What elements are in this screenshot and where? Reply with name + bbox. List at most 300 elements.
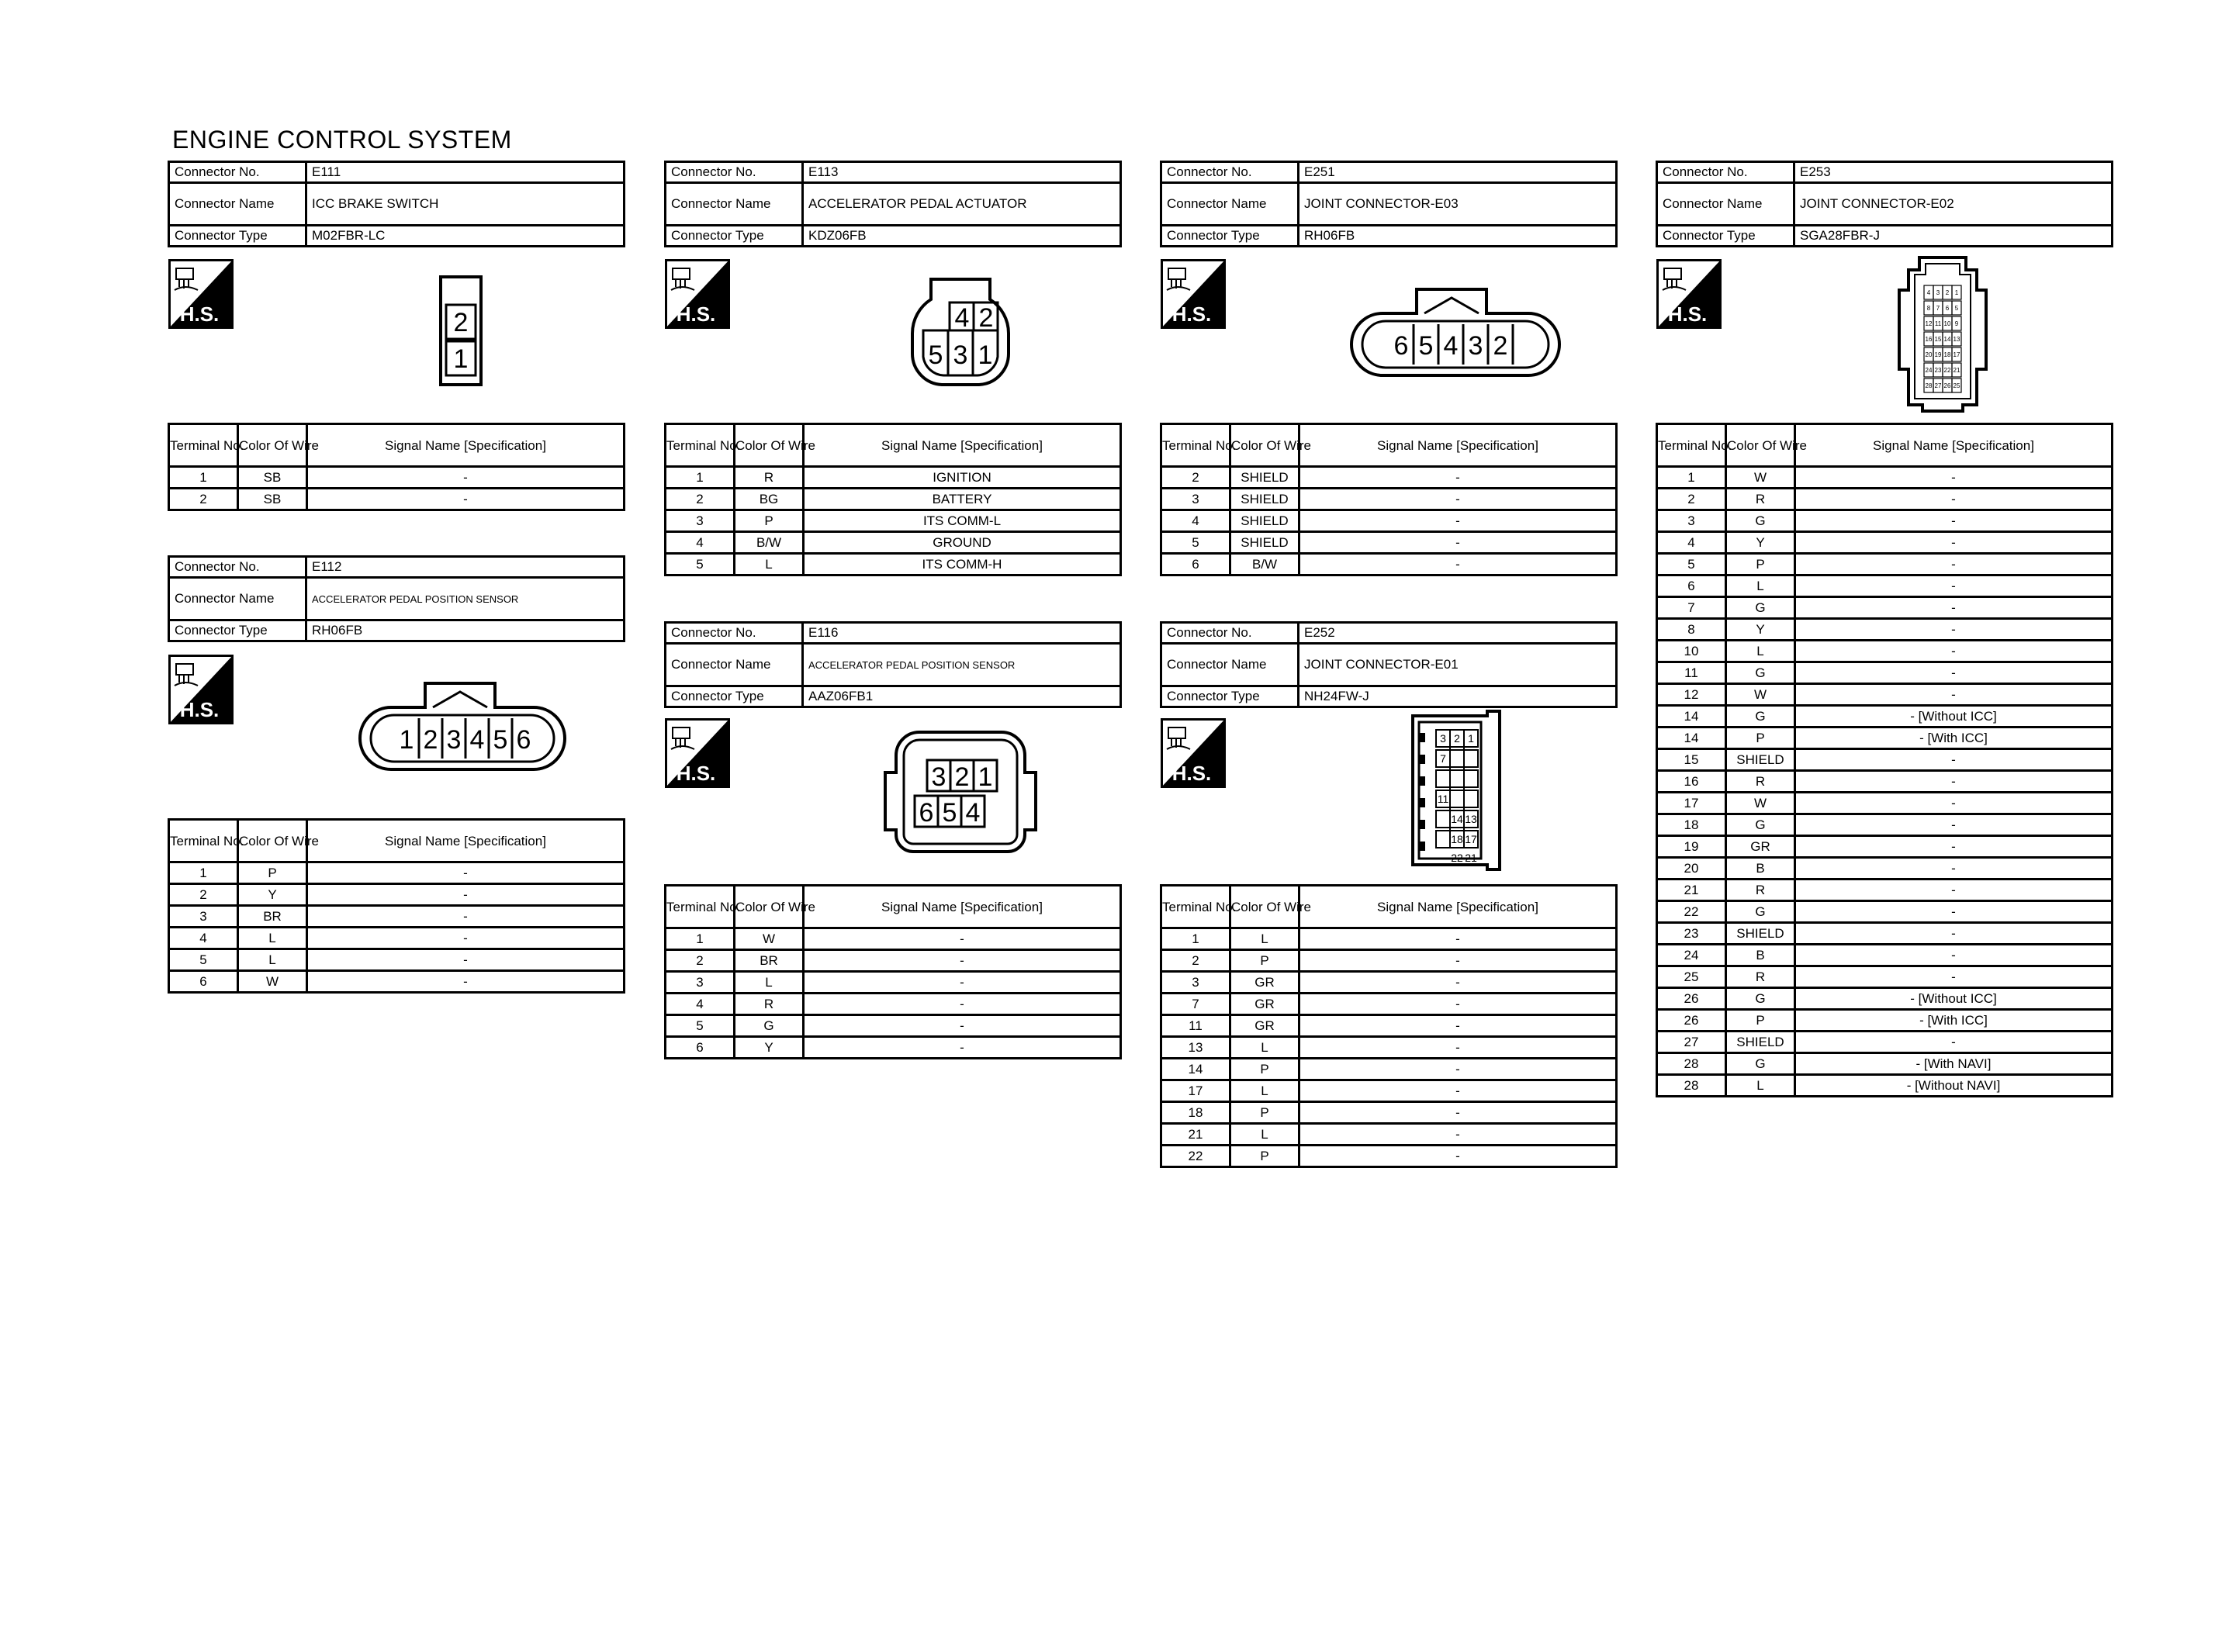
- pin-label: 11: [1934, 320, 1942, 327]
- table-row: [169, 489, 625, 510]
- terminal-no-cell: 2: [1161, 950, 1230, 972]
- table-row: [666, 1015, 1121, 1037]
- wire-color-cell: P: [1726, 728, 1795, 749]
- terminal-no-cell: 22: [1161, 1146, 1230, 1167]
- table-row: [1657, 1053, 2113, 1075]
- signal-name-cell: -: [1299, 1015, 1617, 1037]
- terminal-table-e253: [1656, 423, 2113, 1097]
- terminal-no-cell: 10: [1657, 641, 1726, 662]
- signal-name-cell: -: [1795, 554, 2113, 575]
- terminal-no-cell: 5: [1657, 554, 1726, 575]
- connector-no-label: Connector No.: [1161, 623, 1299, 644]
- pin-label: 1: [453, 344, 469, 374]
- terminal-no-cell: 2: [666, 489, 735, 510]
- terminal-no-cell: 4: [1161, 510, 1230, 532]
- connector-type-label: Connector Type: [666, 686, 803, 707]
- harness-side-icon: [1161, 259, 1226, 329]
- pin-label: 7: [1440, 752, 1446, 765]
- terminal-no-cell: 20: [1657, 858, 1726, 880]
- connector-type-value: SGA28FBR-J: [1794, 226, 2113, 247]
- table-row: [1657, 619, 2113, 641]
- harness-side-icon: [1656, 259, 1722, 329]
- pin-label: 9: [1954, 320, 1959, 327]
- pin-label: 14: [1451, 813, 1463, 825]
- signal-name-cell: -: [1299, 1124, 1617, 1146]
- wire-color-cell: B: [1726, 858, 1795, 880]
- table-row: [1657, 793, 2113, 814]
- signal-name-cell: -: [804, 928, 1121, 950]
- table-row: [666, 1037, 1121, 1059]
- table-row: [1657, 1075, 2113, 1097]
- connector-no-value: E113: [803, 162, 1121, 183]
- pin-label: 3: [931, 762, 946, 792]
- connector-no-label: Connector No.: [1161, 162, 1299, 183]
- terminal-no-cell: 24: [1657, 945, 1726, 966]
- connector-name-value: ACCELERATOR PEDAL POSITION SENSOR: [803, 644, 1121, 686]
- wire-color-cell: R: [735, 467, 804, 489]
- table-row: [169, 971, 625, 993]
- signal-name-cell: - [Without ICC]: [1795, 706, 2113, 728]
- pin-label: 13: [1953, 336, 1960, 343]
- connector-type-label: Connector Type: [169, 620, 306, 641]
- table-row: [169, 467, 625, 489]
- terminal-no-cell: 26: [1657, 988, 1726, 1010]
- signal-name-cell: -: [1299, 532, 1617, 554]
- connector-face-e116: [881, 729, 1040, 855]
- pin-label: 3: [1468, 331, 1483, 361]
- terminal-table-e251: [1160, 423, 1618, 576]
- pin-label: 18: [1451, 833, 1463, 845]
- connector-name-label: Connector Name: [1161, 644, 1299, 686]
- color-of-wire-header: Color Of Wire: [238, 820, 307, 862]
- wire-color-cell: L: [1726, 641, 1795, 662]
- terminal-no-cell: 8: [1657, 619, 1726, 641]
- signal-name-cell: -: [1795, 641, 2113, 662]
- terminal-no-cell: 23: [1657, 923, 1726, 945]
- signal-name-cell: -: [1795, 836, 2113, 858]
- table-row: [1657, 1032, 2113, 1053]
- terminal-no-cell: 16: [1657, 771, 1726, 793]
- pin-label: 19: [1934, 351, 1942, 358]
- table-row: [1161, 972, 1617, 994]
- signal-name-cell: -: [307, 906, 625, 928]
- table-row: [169, 949, 625, 971]
- terminal-no-cell: 21: [1657, 880, 1726, 901]
- signal-name-cell: -: [1795, 619, 2113, 641]
- table-row: [666, 510, 1121, 532]
- connector-header-e116: [664, 621, 1122, 708]
- terminal-no-cell: 25: [1657, 966, 1726, 988]
- color-of-wire-header: Color Of Wire: [238, 424, 307, 467]
- signal-name-cell: -: [1795, 945, 2113, 966]
- terminal-no-cell: 19: [1657, 836, 1726, 858]
- connector-face-e111: [439, 275, 484, 388]
- harness-side-label: H.S.: [676, 302, 716, 326]
- wire-color-cell: R: [1726, 880, 1795, 901]
- signal-name-cell: -: [804, 972, 1121, 994]
- signal-name-cell: GROUND: [804, 532, 1121, 554]
- wire-color-cell: G: [1726, 510, 1795, 532]
- table-row: [666, 554, 1121, 575]
- terminal-no-header: Terminal No.: [169, 820, 238, 862]
- wire-color-cell: P: [238, 862, 307, 884]
- pin-label: 1: [399, 725, 414, 755]
- signal-name-cell: -: [1299, 950, 1617, 972]
- wire-color-cell: SHIELD: [1230, 489, 1299, 510]
- pin-label: 3: [446, 725, 462, 755]
- terminal-no-cell: 4: [666, 994, 735, 1015]
- connector-no-label: Connector No.: [666, 623, 803, 644]
- pin-label: 27: [1934, 382, 1942, 389]
- table-row: [1657, 510, 2113, 532]
- signal-name-header: Signal Name [Specification]: [1299, 424, 1617, 467]
- table-row: [1657, 771, 2113, 793]
- wire-color-cell: Y: [1726, 532, 1795, 554]
- signal-name-cell: -: [804, 994, 1121, 1015]
- table-row: [1161, 994, 1617, 1015]
- connector-face-e252: [1410, 710, 1503, 871]
- pin-label: 2: [1454, 732, 1460, 745]
- connector-type-value: M02FBR-LC: [306, 226, 625, 247]
- terminal-no-header: Terminal No.: [666, 886, 735, 928]
- signal-name-cell: -: [804, 1015, 1121, 1037]
- terminal-no-cell: 14: [1161, 1059, 1230, 1080]
- pin-label: 3: [1936, 289, 1940, 296]
- connector-header-e253: [1656, 161, 2113, 247]
- wire-color-cell: B/W: [735, 532, 804, 554]
- terminal-no-cell: 2: [169, 489, 238, 510]
- wire-color-cell: W: [1726, 793, 1795, 814]
- terminal-no-cell: 5: [666, 554, 735, 575]
- table-row: [1657, 489, 2113, 510]
- terminal-no-cell: 5: [1161, 532, 1230, 554]
- terminal-no-cell: 4: [169, 928, 238, 949]
- signal-name-cell: -: [1299, 928, 1617, 950]
- wire-color-cell: L: [238, 949, 307, 971]
- pin-label: 6: [1945, 305, 1950, 312]
- pin-label: 13: [1465, 813, 1477, 825]
- terminal-no-cell: 7: [1657, 597, 1726, 619]
- pin-label: 6: [919, 798, 934, 828]
- wire-color-cell: SHIELD: [1230, 510, 1299, 532]
- signal-name-cell: -: [307, 971, 625, 993]
- color-of-wire-header: Color Of Wire: [1230, 886, 1299, 928]
- terminal-no-header: Terminal No.: [1161, 886, 1230, 928]
- pin-label: 6: [1393, 331, 1409, 361]
- wire-color-cell: GR: [1726, 836, 1795, 858]
- table-row: [1657, 836, 2113, 858]
- signal-name-cell: - [With ICC]: [1795, 1010, 2113, 1032]
- signal-name-header: Signal Name [Specification]: [307, 820, 625, 862]
- table-row: [169, 884, 625, 906]
- color-of-wire-header: Color Of Wire: [1726, 424, 1795, 467]
- wire-color-cell: L: [1230, 1037, 1299, 1059]
- signal-name-cell: -: [1299, 510, 1617, 532]
- signal-name-header: Signal Name [Specification]: [804, 886, 1121, 928]
- connector-no-value: E111: [306, 162, 625, 183]
- table-row: [666, 489, 1121, 510]
- table-row: [666, 994, 1121, 1015]
- table-row: [1657, 706, 2113, 728]
- table-row: [1657, 749, 2113, 771]
- signal-name-cell: -: [1795, 489, 2113, 510]
- connector-no-label: Connector No.: [169, 557, 306, 578]
- wire-color-cell: L: [238, 928, 307, 949]
- signal-name-cell: -: [1299, 994, 1617, 1015]
- signal-name-cell: -: [1299, 1146, 1617, 1167]
- signal-name-header: Signal Name [Specification]: [804, 424, 1121, 467]
- connector-no-value: E251: [1299, 162, 1617, 183]
- signal-name-cell: -: [1795, 662, 2113, 684]
- table-row: [1657, 728, 2113, 749]
- terminal-no-cell: 5: [169, 949, 238, 971]
- terminal-no-cell: 26: [1657, 1010, 1726, 1032]
- terminal-table-e252: [1160, 884, 1618, 1168]
- pin-label: 22: [1943, 367, 1951, 374]
- terminal-no-cell: 3: [1161, 972, 1230, 994]
- wire-color-cell: G: [1726, 662, 1795, 684]
- terminal-no-cell: 2: [169, 884, 238, 906]
- connector-no-value: E253: [1794, 162, 2113, 183]
- pin-label: 11: [1437, 793, 1449, 805]
- pin-label: 22: [1451, 852, 1463, 864]
- connector-no-label: Connector No.: [666, 162, 803, 183]
- table-row: [666, 950, 1121, 972]
- wire-color-cell: GR: [1230, 972, 1299, 994]
- connector-face-e251: [1362, 285, 1549, 380]
- terminal-no-cell: 14: [1657, 706, 1726, 728]
- connector-header-e252: [1160, 621, 1618, 708]
- signal-name-cell: - [With ICC]: [1795, 728, 2113, 749]
- wire-color-cell: R: [1726, 489, 1795, 510]
- signal-name-cell: -: [1299, 1037, 1617, 1059]
- pin-label: 2: [954, 762, 970, 792]
- signal-name-cell: -: [1299, 1059, 1617, 1080]
- pin-label: 17: [1465, 833, 1477, 845]
- signal-name-header: Signal Name [Specification]: [307, 424, 625, 467]
- table-row: [1657, 814, 2113, 836]
- terminal-no-header: Terminal No.: [1161, 424, 1230, 467]
- pin-label: 24: [1925, 367, 1933, 374]
- wire-color-cell: BR: [238, 906, 307, 928]
- pin-label: 5: [493, 725, 508, 755]
- e253-pin-grid: [1924, 285, 1961, 392]
- harness-side-label: H.S.: [1667, 302, 1708, 326]
- terminal-no-cell: 18: [1161, 1102, 1230, 1124]
- signal-name-cell: -: [1795, 749, 2113, 771]
- pin-label: 3: [1440, 732, 1446, 745]
- page-title: ENGINE CONTROL SYSTEM: [172, 126, 512, 154]
- wire-color-cell: SHIELD: [1726, 923, 1795, 945]
- table-row: [1161, 1124, 1617, 1146]
- harness-side-icon: [665, 259, 730, 329]
- connector-face-e112: [371, 679, 554, 774]
- connector-type-value: RH06FB: [1299, 226, 1617, 247]
- pin-label: 17: [1953, 351, 1960, 358]
- pin-label: 26: [1943, 382, 1951, 389]
- wire-color-cell: GR: [1230, 1015, 1299, 1037]
- wire-color-cell: BR: [735, 950, 804, 972]
- connector-type-label: Connector Type: [1161, 226, 1299, 247]
- signal-name-cell: -: [1795, 597, 2113, 619]
- table-row: [169, 906, 625, 928]
- signal-name-cell: ITS COMM-L: [804, 510, 1121, 532]
- table-row: [1161, 532, 1617, 554]
- pin-label: 1: [1954, 289, 1959, 296]
- wire-color-cell: GR: [1230, 994, 1299, 1015]
- pin-label: 18: [1943, 351, 1951, 358]
- table-row: [1161, 510, 1617, 532]
- table-row: [1161, 1037, 1617, 1059]
- signal-name-cell: -: [1795, 575, 2113, 597]
- terminal-no-cell: 15: [1657, 749, 1726, 771]
- wire-color-cell: P: [1726, 554, 1795, 575]
- wire-color-cell: L: [1726, 1075, 1795, 1097]
- signal-name-cell: -: [307, 884, 625, 906]
- terminal-table-e111: [168, 423, 625, 511]
- table-row: [1161, 1059, 1617, 1080]
- signal-name-cell: -: [1795, 901, 2113, 923]
- connector-name-value: JOINT CONNECTOR-E01: [1299, 644, 1617, 686]
- terminal-no-cell: 5: [666, 1015, 735, 1037]
- pin-label: 4: [954, 303, 970, 333]
- signal-name-cell: -: [1795, 532, 2113, 554]
- pin-label: 16: [1925, 336, 1933, 343]
- terminal-no-cell: 1: [1657, 467, 1726, 489]
- table-row: [1161, 1080, 1617, 1102]
- signal-name-cell: -: [307, 489, 625, 510]
- harness-side-label: H.S.: [179, 698, 220, 721]
- pin-label: 2: [978, 303, 994, 333]
- signal-name-cell: ITS COMM-H: [804, 554, 1121, 575]
- connector-no-value: E252: [1299, 623, 1617, 644]
- wire-color-cell: L: [735, 554, 804, 575]
- signal-name-cell: -: [307, 467, 625, 489]
- wire-color-cell: SHIELD: [1230, 467, 1299, 489]
- terminal-no-cell: 17: [1161, 1080, 1230, 1102]
- table-row: [1657, 945, 2113, 966]
- terminal-table-e116: [664, 884, 1122, 1059]
- wire-color-cell: G: [1726, 706, 1795, 728]
- wire-color-cell: G: [1726, 988, 1795, 1010]
- signal-name-header: Signal Name [Specification]: [1299, 886, 1617, 928]
- terminal-table-e113: [664, 423, 1122, 576]
- connector-face-e253: [1896, 253, 1989, 413]
- wire-color-cell: P: [1230, 950, 1299, 972]
- pin-label: 5: [1418, 331, 1434, 361]
- terminal-no-cell: 12: [1657, 684, 1726, 706]
- connector-type-value: AAZ06FB1: [803, 686, 1121, 707]
- pin-label: 5: [942, 798, 957, 828]
- terminal-no-cell: 2: [1657, 489, 1726, 510]
- terminal-no-header: Terminal No.: [1657, 424, 1726, 467]
- wire-color-cell: P: [1726, 1010, 1795, 1032]
- terminal-no-cell: 14: [1657, 728, 1726, 749]
- table-row: [1657, 966, 2113, 988]
- terminal-no-cell: 6: [1161, 554, 1230, 575]
- wire-color-cell: Y: [735, 1037, 804, 1059]
- terminal-no-cell: 3: [666, 510, 735, 532]
- signal-name-cell: -: [307, 928, 625, 949]
- signal-name-cell: -: [1795, 771, 2113, 793]
- pin-label: 1: [978, 762, 993, 792]
- table-row: [1657, 880, 2113, 901]
- pin-label: 3: [953, 340, 968, 370]
- signal-name-cell: -: [1795, 814, 2113, 836]
- pin-label: 21: [1953, 367, 1960, 374]
- signal-name-cell: -: [1299, 1080, 1617, 1102]
- wire-color-cell: P: [735, 510, 804, 532]
- signal-name-cell: -: [1299, 1102, 1617, 1124]
- signal-name-cell: -: [307, 949, 625, 971]
- wire-color-cell: Y: [1726, 619, 1795, 641]
- terminal-no-cell: 2: [666, 950, 735, 972]
- pin-label: 5: [928, 340, 943, 370]
- terminal-no-cell: 17: [1657, 793, 1726, 814]
- harness-side-icon: [168, 655, 234, 724]
- wire-color-cell: SHIELD: [1726, 1032, 1795, 1053]
- signal-name-cell: -: [1795, 684, 2113, 706]
- pin-label: 6: [516, 725, 531, 755]
- signal-name-cell: -: [1795, 467, 2113, 489]
- terminal-no-cell: 1: [666, 467, 735, 489]
- table-row: [1657, 597, 2113, 619]
- pin-label: 4: [1926, 289, 1931, 296]
- signal-name-cell: -: [307, 862, 625, 884]
- signal-name-cell: -: [1795, 1032, 2113, 1053]
- terminal-no-cell: 27: [1657, 1032, 1726, 1053]
- signal-name-cell: -: [1795, 880, 2113, 901]
- wire-color-cell: L: [735, 972, 804, 994]
- table-row: [1161, 554, 1617, 575]
- connector-type-value: KDZ06FB: [803, 226, 1121, 247]
- wire-color-cell: W: [1726, 684, 1795, 706]
- connector-type-value: NH24FW-J: [1299, 686, 1617, 707]
- connector-type-label: Connector Type: [169, 226, 306, 247]
- connector-no-value: E112: [306, 557, 625, 578]
- terminal-no-cell: 6: [169, 971, 238, 993]
- signal-name-cell: - [Without ICC]: [1795, 988, 2113, 1010]
- wire-color-cell: W: [735, 928, 804, 950]
- terminal-no-cell: 6: [1657, 575, 1726, 597]
- terminal-table-e112: [168, 818, 625, 994]
- wire-color-cell: P: [1230, 1102, 1299, 1124]
- terminal-no-cell: 1: [1161, 928, 1230, 950]
- terminal-no-cell: 6: [666, 1037, 735, 1059]
- signal-name-cell: -: [1299, 467, 1617, 489]
- table-row: [1657, 1010, 2113, 1032]
- signal-name-cell: - [Without NAVI]: [1795, 1075, 2113, 1097]
- harness-side-label: H.S.: [1171, 302, 1212, 326]
- table-row: [169, 928, 625, 949]
- pin-label: 8: [1926, 305, 1931, 312]
- harness-side-icon: [665, 718, 730, 788]
- pin-label: 28: [1925, 382, 1933, 389]
- table-row: [1657, 858, 2113, 880]
- signal-name-cell: -: [1299, 554, 1617, 575]
- pin-label: 2: [1945, 289, 1950, 296]
- pin-label: 21: [1465, 852, 1477, 864]
- pin-label: 5: [1954, 305, 1959, 312]
- wire-color-cell: R: [735, 994, 804, 1015]
- harness-side-icon: [1161, 718, 1226, 788]
- signal-name-cell: -: [1795, 858, 2113, 880]
- table-row: [1161, 489, 1617, 510]
- table-row: [1657, 641, 2113, 662]
- connector-no-label: Connector No.: [1657, 162, 1794, 183]
- harness-side-label: H.S.: [179, 302, 220, 326]
- wire-color-cell: L: [1726, 575, 1795, 597]
